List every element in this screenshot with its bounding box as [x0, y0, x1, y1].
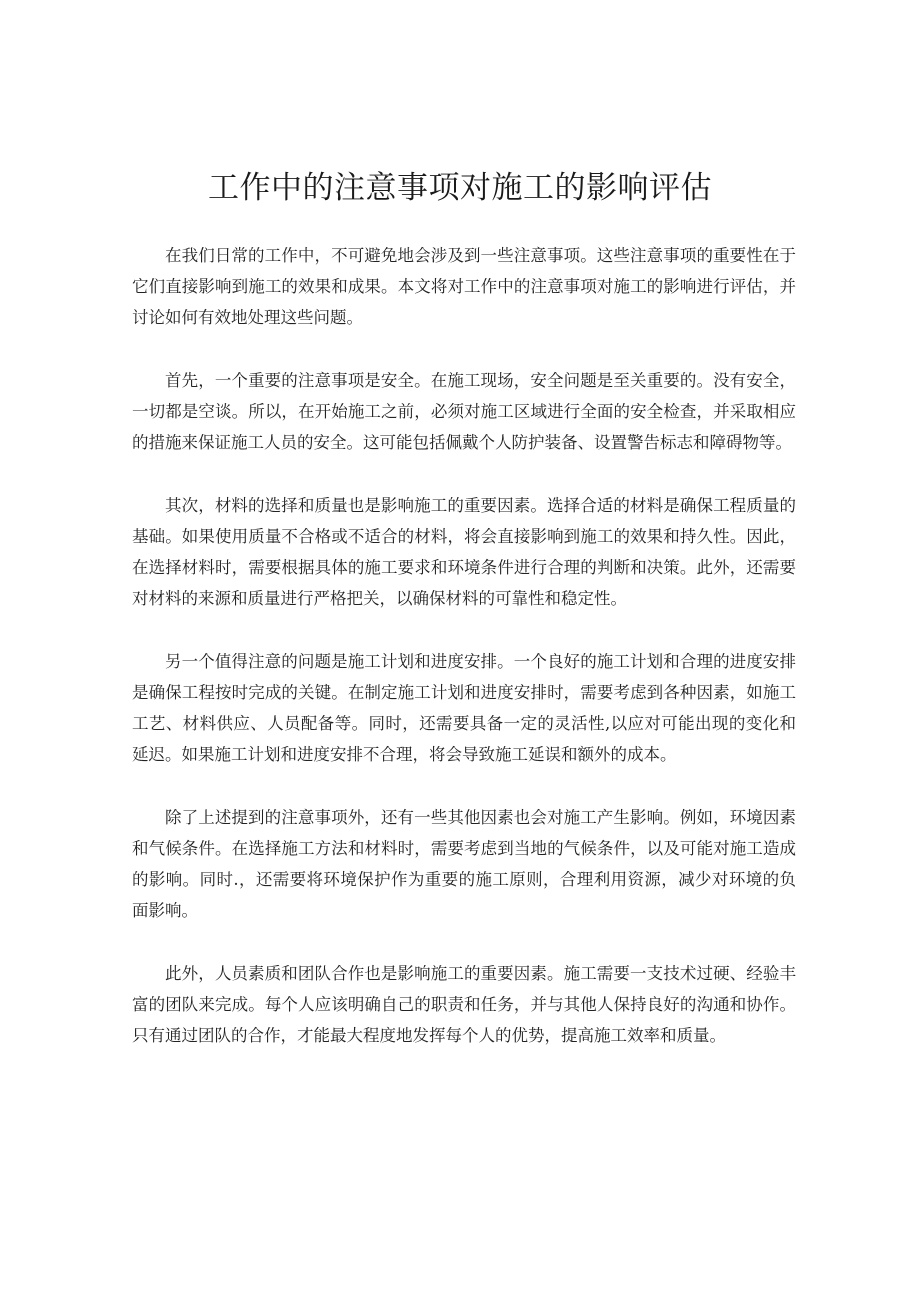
paragraph-materials: 其次，材料的选择和质量也是影响施工的重要因素。选择合适的材料是确保工程质量的基础。如果使用质量不合格或不适合的材料，将会直接影响到施工的效果和持久性。因此，在选择材料时，需要根据具体的施工要求和环境条件进行合理的判断和决策。此外，还需要对材料的来源和质量进行严格把关，以确保材料的可靠性和稳定性。: [132, 496, 796, 608]
paragraph-schedule: 另一个值得注意的问题是施工计划和进度安排。一个良好的施工计划和合理的进度安排是确保工程按时完成的关键。在制定施工计划和进度安排时，需要考虑到各种因素，如施工工艺、材料供应、人员配备等。同时，还需要具备一定的灵活性,以应对可能出现的变化和延迟。如果施工计划和进度安排不合理，将会导致施工延误和额外的成本。: [132, 652, 796, 764]
paragraph-intro: 在我们日常的工作中，不可避免地会涉及到一些注意事项。这些注意事项的重要性在于它们直接影响到施工的效果和成果。本文将对工作中的注意事项对施工的影响进行评估，并讨论如何有效地处理这些问题。: [132, 246, 796, 327]
document-body: [132, 240, 796, 1083]
document-title: 工作中的注意事项对施工的影响评估: [208, 170, 712, 206]
paragraph-safety: 首先，一个重要的注意事项是安全。在施工现场，安全问题是至关重要的。没有安全，一切都是空谈。所以，在开始施工之前，必须对施工区域进行全面的安全检查，并采取相应的措施来保证施工人员的安全。这可能包括佩戴个人防护装备、设置警告标志和障碍物等。: [132, 371, 796, 452]
paragraph-teamwork: 此外，人员素质和团队合作也是影响施工的重要因素。施工需要一支技术过硬、经验丰富的团队来完成。每个人应该明确自己的职责和任务，并与其他人保持良好的沟通和协作。只有通过团队的合作，才能最大程度地发挥每个人的优势，提高施工效率和质量。: [132, 964, 796, 1045]
paragraph-environment: 除了上述提到的注意事项外，还有一些其他因素也会对施工产生影响。例如，环境因素和气候条件。在选择施工方法和材料时，需要考虑到当地的气候条件，以及可能对施工造成的影响。同时.，还需要将环境保护作为重要的施工原则，合理利用资源，减少对环境的负面影响。: [132, 808, 796, 920]
